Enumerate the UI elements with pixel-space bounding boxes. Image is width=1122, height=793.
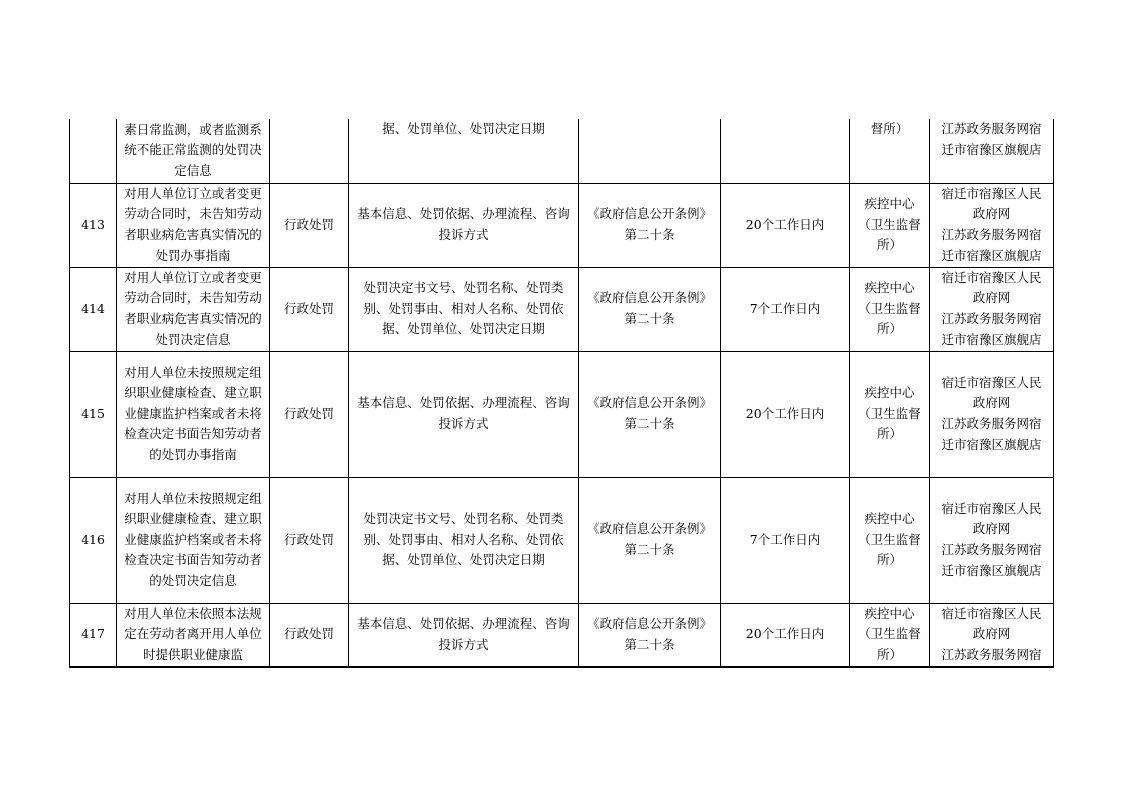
table-row bbox=[70, 183, 1054, 267]
disclosure-basis: 《政府信息公开条例》第二十条 bbox=[579, 477, 721, 603]
disclosure-content: 基本信息、处罚依据、办理流程、咨询投诉方式 bbox=[349, 183, 579, 267]
channel-line: 迁市宿豫区旗舰店 bbox=[941, 331, 1042, 347]
channel-line: 宿迁市宿豫区人民 bbox=[941, 185, 1042, 201]
item-type: 行政处罚 bbox=[270, 603, 349, 667]
channel-line: 宿迁市宿豫区人民 bbox=[941, 269, 1042, 285]
disclosure-content: 处罚决定书文号、处罚名称、处罚类别、处罚事由、相对人名称、处罚依据、处罚单位、处罚决定日期 bbox=[349, 477, 579, 603]
disclosure-time bbox=[721, 119, 850, 183]
disclosure-basis: 《政府信息公开条例》第二十条 bbox=[579, 267, 721, 351]
item-type: 行政处罚 bbox=[270, 183, 349, 267]
table-row bbox=[70, 351, 1054, 477]
disclosure-time: 20个工作日内 bbox=[721, 351, 850, 477]
channel-line: 政府网 bbox=[972, 290, 1011, 306]
channel-line: 政府网 bbox=[972, 395, 1011, 411]
disclosure-subject: 疾控中心（卫生监督所） bbox=[850, 267, 930, 351]
item-name: 对用人单位订立或者变更劳动合同时，未告知劳动者职业病危害真实情况的处罚办事指南 bbox=[117, 183, 270, 267]
disclosure-content: 基本信息、处罚依据、办理流程、咨询投诉方式 bbox=[349, 603, 579, 667]
item-type: 行政处罚 bbox=[270, 267, 349, 351]
channel-line: 政府网 bbox=[972, 521, 1011, 537]
disclosure-time: 7个工作日内 bbox=[721, 267, 850, 351]
table-row bbox=[70, 267, 1054, 351]
disclosure-subject: 疾控中心（卫生监督所） bbox=[850, 603, 930, 667]
item-type: 行政处罚 bbox=[270, 351, 349, 477]
row-number: 416 bbox=[70, 477, 117, 603]
channel-line: 政府网 bbox=[972, 206, 1011, 222]
item-name: 对用人单位未按照规定组织职业健康检查、建立职业健康监护档案或者未将检查决定书面告知劳动者的处罚办事指南 bbox=[117, 351, 270, 477]
disclosure-basis: 《政府信息公开条例》第二十条 bbox=[579, 183, 721, 267]
item-name: 素日常监测，或者监测系统不能正常监测的处罚决定信息 bbox=[117, 119, 270, 183]
channel-line: 迁市宿豫区旗舰店 bbox=[941, 141, 1042, 157]
channel-line: 江苏政务服务网宿 bbox=[941, 647, 1042, 663]
row-number bbox=[70, 119, 117, 183]
disclosure-basis: 《政府信息公开条例》第二十条 bbox=[579, 351, 721, 477]
item-type: 行政处罚 bbox=[270, 477, 349, 603]
disclosure-subject: 疾控中心（卫生监督所） bbox=[850, 183, 930, 267]
disclosure-basis: 《政府信息公开条例》第二十条 bbox=[579, 603, 721, 667]
item-name: 对用人单位订立或者变更劳动合同时，未告知劳动者职业病危害真实情况的处罚决定信息 bbox=[117, 267, 270, 351]
disclosure-basis bbox=[579, 119, 721, 183]
disclosure-channel bbox=[930, 267, 1054, 351]
disclosure-channel bbox=[930, 477, 1054, 603]
disclosure-subject: 疾控中心（卫生监督所） bbox=[850, 351, 930, 477]
item-name: 对用人单位未按照规定组织职业健康检查、建立职业健康监护档案或者未将检查决定书面告知劳动者的处罚决定信息 bbox=[117, 477, 270, 603]
channel-line: 政府网 bbox=[972, 626, 1011, 642]
table-row bbox=[70, 603, 1054, 667]
row-number: 413 bbox=[70, 183, 117, 267]
disclosure-time: 20个工作日内 bbox=[721, 603, 850, 667]
disclosure-subject: 疾控中心（卫生监督所） bbox=[850, 477, 930, 603]
table-row bbox=[70, 477, 1054, 603]
row-number: 417 bbox=[70, 603, 117, 667]
disclosure-time: 7个工作日内 bbox=[721, 477, 850, 603]
item-type bbox=[270, 119, 349, 183]
disclosure-channel bbox=[930, 351, 1054, 477]
channel-line: 江苏政务服务网宿 bbox=[941, 121, 1042, 136]
channel-line: 宿迁市宿豫区人民 bbox=[941, 605, 1042, 621]
disclosure-time: 20个工作日内 bbox=[721, 183, 850, 267]
disclosure-channel bbox=[930, 183, 1054, 267]
row-number: 414 bbox=[70, 267, 117, 351]
channel-line: 迁市宿豫区旗舰店 bbox=[941, 247, 1042, 263]
disclosure-table bbox=[69, 119, 1054, 668]
channel-line: 江苏政务服务网宿 bbox=[941, 311, 1042, 326]
channel-line: 江苏政务服务网宿 bbox=[941, 416, 1042, 431]
item-name: 对用人单位未依照本法规定在劳动者离开用人单位时提供职业健康监 bbox=[117, 603, 270, 667]
disclosure-subject: 督所） bbox=[850, 119, 930, 183]
channel-line: 江苏政务服务网宿 bbox=[941, 542, 1042, 557]
disclosure-channel bbox=[930, 119, 1054, 183]
row-number: 415 bbox=[70, 351, 117, 477]
channel-line: 宿迁市宿豫区人民 bbox=[941, 374, 1042, 390]
channel-line: 迁市宿豫区旗舰店 bbox=[941, 436, 1042, 452]
channel-line: 迁市宿豫区旗舰店 bbox=[941, 562, 1042, 578]
disclosure-channel bbox=[930, 603, 1054, 667]
channel-line: 宿迁市宿豫区人民 bbox=[941, 500, 1042, 516]
disclosure-content: 据、处罚单位、处罚决定日期 bbox=[349, 119, 579, 183]
disclosure-content: 处罚决定书文号、处罚名称、处罚类别、处罚事由、相对人名称、处罚依据、处罚单位、处罚决定日期 bbox=[349, 267, 579, 351]
channel-line: 江苏政务服务网宿 bbox=[941, 227, 1042, 242]
disclosure-content: 基本信息、处罚依据、办理流程、咨询投诉方式 bbox=[349, 351, 579, 477]
table-row bbox=[70, 119, 1054, 183]
